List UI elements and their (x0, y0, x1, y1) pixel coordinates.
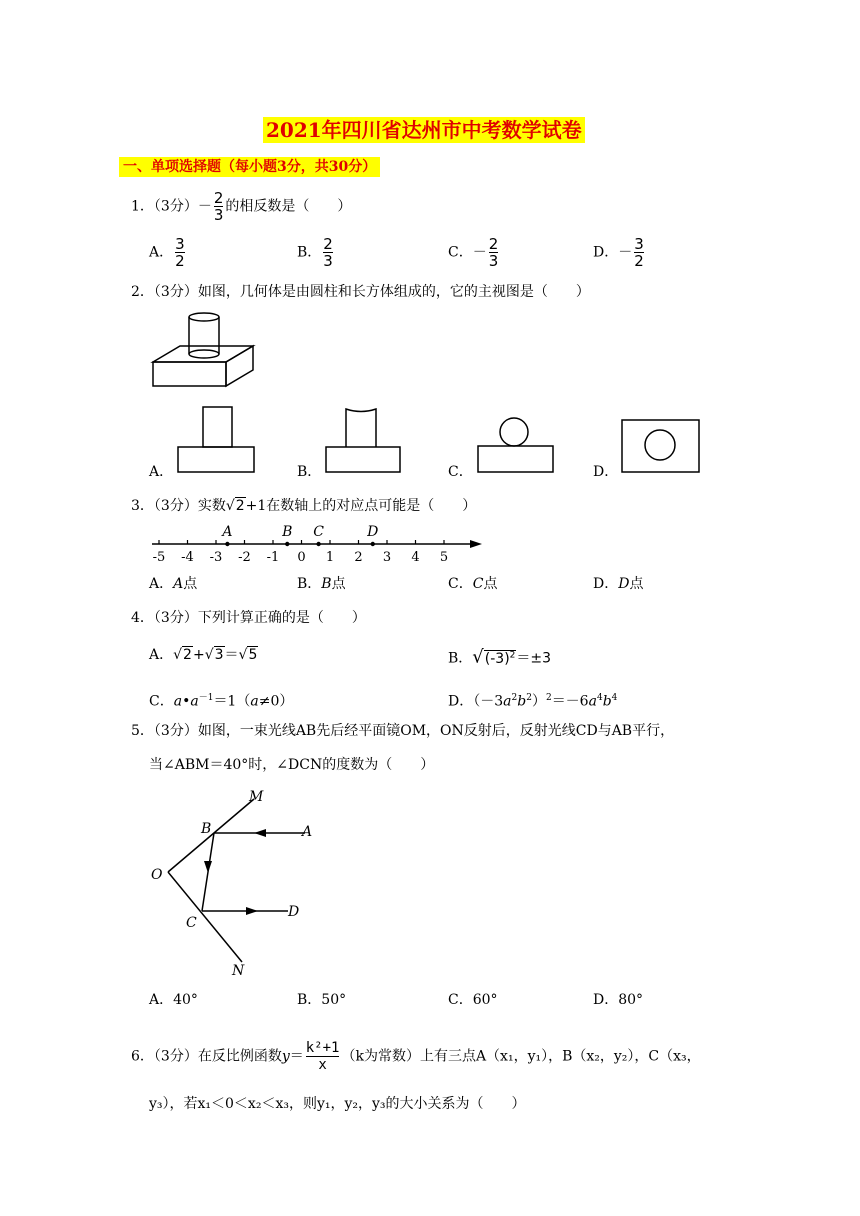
label-b: B (201, 821, 212, 837)
frac-num: 2 (488, 235, 499, 253)
q1-option-d[interactable] (593, 236, 646, 269)
q3-suffix: +1在数轴上的对应点可能是（ ） (245, 498, 477, 514)
q6-fraction (306, 1040, 340, 1073)
frac-den: 3 (488, 252, 499, 270)
dot: • (182, 693, 191, 710)
q1-option-b[interactable] (297, 236, 335, 269)
question-4: 4．（3分）下列计算正确的是（ ） (131, 610, 366, 626)
option-word: 点 (331, 576, 346, 592)
tick-label: 5 (439, 550, 449, 564)
option-sign: － (618, 244, 633, 261)
frac-den: 2 (175, 252, 185, 270)
q2-option-a-figure[interactable] (176, 405, 256, 475)
tick-label: -1 (266, 550, 280, 564)
q4-option-d[interactable] (448, 688, 617, 712)
point-d (371, 542, 375, 546)
section-heading: 一、单项选择题（每小题3分，共30分） (119, 157, 380, 177)
var-y: y (281, 1048, 290, 1065)
sqrt-icon: √ (238, 647, 248, 663)
option-label: C． (448, 576, 473, 592)
arrow-right-icon (470, 540, 482, 548)
label-a: A (302, 824, 313, 840)
close: ） (531, 693, 546, 710)
question-6-line-1 (131, 1040, 701, 1073)
tick-label: 1 (325, 550, 335, 564)
option-label: C． (149, 693, 174, 710)
var: b (602, 693, 612, 710)
option-fraction (175, 236, 185, 269)
exp: 4 (596, 693, 603, 703)
exp: 2 (509, 650, 516, 660)
q1-den: 3 (213, 206, 224, 224)
page-title: 2021年四川省达州市中考数学试卷 (263, 117, 585, 143)
q3-option-c[interactable] (448, 574, 497, 594)
question-3 (131, 496, 476, 516)
tick-label: -3 (209, 550, 223, 564)
frac-num: 3 (175, 235, 185, 253)
question-2: 2．（3分）如图，几何体是由圆柱和长方体组成的，它的主视图是（ ） (131, 284, 590, 300)
option-word: 点 (183, 576, 198, 592)
cond: ≠0） (258, 693, 294, 710)
option-label: B． (448, 650, 473, 667)
equals: ＝ (224, 647, 239, 663)
point-c (316, 542, 320, 546)
var: a (173, 693, 183, 710)
exp: 2 (545, 693, 552, 703)
lhs: （－3 (473, 693, 504, 710)
q4-option-c[interactable] (149, 688, 293, 712)
q2-option-c-figure[interactable] (476, 412, 556, 474)
frac-den: 3 (323, 252, 333, 270)
rhs: ＝±3 (516, 650, 552, 667)
option-label: C． (448, 244, 473, 261)
option-label: D． (593, 576, 619, 592)
q5-option-b[interactable]: B．50° (297, 992, 347, 1008)
question-5-line-2: 当∠ABM＝40°时，∠DCN的度数为（ ） (149, 757, 435, 773)
q3-option-b[interactable] (297, 574, 346, 594)
option-label: A． (149, 647, 174, 663)
var: a (503, 693, 512, 710)
q3-option-d[interactable] (593, 574, 643, 594)
q5-option-c[interactable]: C．60° (448, 992, 498, 1008)
radicand: 5 (248, 647, 258, 663)
sqrt-icon: √ (173, 647, 183, 663)
q4-option-a[interactable] (149, 645, 258, 665)
option-word: 点 (629, 576, 644, 592)
option-fraction (323, 236, 333, 269)
option-letter: D (618, 576, 630, 592)
option-label: B． (297, 244, 322, 261)
option-fraction (489, 236, 499, 269)
option-label: D． (448, 693, 474, 710)
point-label-d: D (367, 524, 379, 540)
q2-option-d-label[interactable]: D． (593, 464, 619, 480)
q5-option-d[interactable]: D．80° (593, 992, 644, 1008)
q2-option-d-figure[interactable] (620, 418, 702, 476)
exp: 2 (511, 693, 518, 703)
plus: + (192, 647, 205, 663)
exp: －1 (198, 693, 214, 703)
q6-after: （k为常数）上有三点A（x₁，y₁），B（x₂，y₂），C（x₃， (341, 1048, 701, 1065)
equals: ＝ (289, 1048, 304, 1065)
q2-option-b-figure[interactable] (324, 405, 404, 475)
frac-num: 2 (323, 235, 333, 253)
radicand: 3 (214, 647, 224, 663)
option-sign: － (472, 244, 487, 261)
inner: (-3) (484, 650, 510, 667)
arrow-left-icon (254, 829, 266, 837)
tick-label: 2 (354, 550, 363, 564)
option-label: A． (149, 576, 174, 592)
option-letter: C (472, 576, 484, 592)
sqrt-icon: √ (472, 646, 484, 668)
q1-prefix: 1．（3分）－ (131, 198, 212, 215)
q3-prefix: 3．（3分）实数 (131, 498, 226, 514)
label-m: M (249, 789, 264, 805)
point-label-c: C (313, 524, 324, 540)
option-letter: A (173, 576, 184, 592)
exp: 4 (611, 693, 618, 703)
q3-number-line (148, 520, 488, 564)
option-word: 点 (483, 576, 498, 592)
question-6-line-2: y₃），若x₁＜0＜x₂＜x₃，则y₁，y₂，y₃的大小关系为（ ） (149, 1096, 526, 1112)
radicand (484, 650, 517, 667)
option-letter: B (321, 576, 332, 592)
arrow-down-icon (204, 861, 212, 873)
q5-option-a[interactable]: A．40° (149, 992, 198, 1008)
q2-option-b-label[interactable]: B． (297, 464, 322, 480)
sqrt-icon: √ (204, 647, 214, 663)
option-label: D． (593, 244, 619, 261)
q4-option-b[interactable] (448, 645, 551, 669)
point-label-b: B (282, 524, 293, 540)
question-5-line-1: 5．（3分）如图，一束光线AB先后经平面镜OM，ON反射后，反射光线CD与AB平行， (131, 723, 675, 739)
var: a (588, 693, 597, 710)
option-label: A． (149, 244, 174, 261)
q1-option-c[interactable] (448, 236, 500, 269)
tick-label: 4 (411, 550, 420, 564)
exp: 2 (526, 693, 532, 703)
point-b (285, 542, 289, 546)
sqrt-icon: √ (225, 498, 235, 514)
q2-option-c-label[interactable]: C． (448, 464, 473, 480)
q2-option-a-label[interactable]: A． (149, 464, 174, 480)
eq: ＝－6 (551, 693, 589, 710)
point-label-a: A (222, 524, 233, 540)
frac-den: 2 (634, 252, 644, 270)
label-d: D (288, 904, 300, 920)
arrow-right-icon (246, 907, 258, 915)
question-1 (131, 190, 351, 223)
radicand: 2 (183, 647, 192, 663)
q1-num: 2 (213, 189, 224, 207)
point-a (225, 542, 229, 546)
tick-label: -2 (238, 550, 251, 564)
tick-label: 0 (297, 550, 306, 564)
option-label: B． (297, 576, 322, 592)
var: b (517, 693, 527, 710)
frac-den: x (318, 1057, 327, 1073)
option-fraction (634, 236, 644, 269)
frac-num: 3 (634, 235, 644, 253)
q1-suffix: 的相反数是（ ） (225, 198, 352, 215)
q3-option-a[interactable] (149, 574, 197, 594)
q1-fraction (214, 190, 224, 223)
label-c: C (186, 915, 197, 931)
q2-solid-figure (150, 310, 260, 390)
tick-label: -4 (181, 550, 194, 564)
frac-num: k²+1 (305, 1040, 340, 1056)
var: a (190, 693, 199, 710)
label-n: N (232, 963, 245, 979)
rest: ＝1（ (213, 693, 251, 710)
label-o: O (151, 867, 163, 883)
q6-prefix: 6．（3分）在反比例函数 (131, 1048, 282, 1065)
tick-label: 3 (382, 550, 392, 564)
tick-label: -5 (152, 550, 166, 564)
var: a (250, 693, 259, 710)
q3-radicand: 2 (235, 498, 245, 514)
q5-mirror-figure (148, 785, 318, 980)
q1-option-a[interactable] (149, 236, 187, 269)
